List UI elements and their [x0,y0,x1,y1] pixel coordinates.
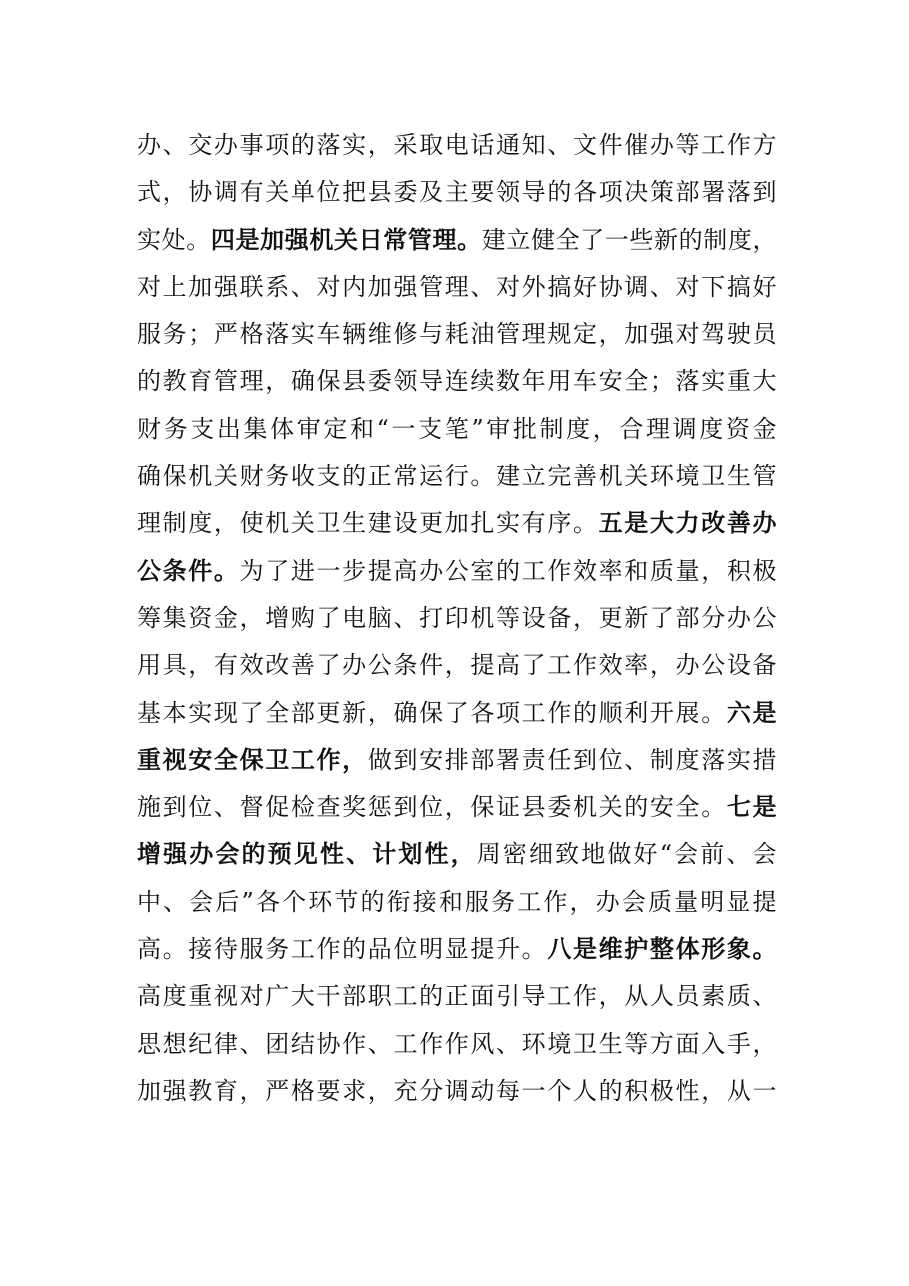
text-line [137,642,777,689]
text-line [137,879,777,926]
text-line [137,973,777,1020]
text-line [137,217,777,264]
text-run: 服务；严格落实车辆维修与耗油管理规定，加强对驾驶员 [137,320,777,349]
text-line [137,831,777,878]
text-line [137,784,777,831]
text-run: 做到安排部署责任到位、制度落实措 [367,745,777,774]
text-run: 基本实现了全部更新，确保了各项工作的顺利开展。 [137,698,727,727]
body-text [137,122,777,1115]
text-line [137,737,777,784]
text-line [137,548,777,595]
bold-heading-phrase: 重视安全保卫工作， [137,745,368,774]
text-line [137,406,777,453]
bold-heading-phrase: 增强办会的预见性、计划性， [137,840,477,869]
text-run: 对上加强联系、对内加强管理、对外搞好协调、对下搞好 [137,272,777,301]
text-line [137,690,777,737]
text-run: 高。接待服务工作的品位明显提升。 [137,935,548,964]
text-run: 办、交办事项的落实，采取电话通知、文件催办等工作方 [137,131,777,159]
text-run: 的教育管理，确保县委领导连续数年用车安全；落实重大 [137,367,777,396]
text-line [137,169,777,216]
bold-heading-phrase: 六是 [726,698,778,727]
text-line [137,926,777,973]
bold-heading-phrase: 七是 [726,793,778,822]
bold-heading-phrase: 五是大力改善办 [598,509,777,538]
text-line [137,122,777,169]
text-run: 筹集资金，增购了电脑、打印机等设备，更新了部分办公 [137,603,777,632]
text-run: 施到位、督促检查奖惩到位，保证县委机关的安全。 [137,793,727,822]
text-run: 实处。 [137,225,211,254]
text-run: 思想纪律、团结协作、工作作风、环境卫生等方面入手， [137,1029,777,1058]
text-line [137,595,777,642]
text-run: 建立健全了一些新的制度， [481,225,778,254]
text-run: 确保机关财务收支的正常运行。建立完善机关环境卫生管 [137,462,777,491]
text-run: 为了进一步提高办公室的工作效率和质量，积极 [239,556,778,585]
text-line [137,453,777,500]
bold-heading-phrase: 公条件。 [137,556,240,585]
text-run: 加强教育，严格要求，充分调动每一个人的积极性，从一 [137,1076,777,1105]
text-run: 中、会后”各个环节的衔接和服务工作，办会质量明显提 [137,887,777,916]
text-line [137,264,777,311]
text-line [137,358,777,405]
text-run: 高度重视对广大干部职工的正面引导工作，从人员素质、 [137,982,777,1011]
bold-heading-phrase: 八是维护整体形象。 [547,935,778,964]
text-line [137,500,777,547]
bold-heading-phrase: 四是加强机关日常管理。 [210,225,482,254]
text-run: 财务支出集体审定和“一支笔”审批制度，合理调度资金 [137,414,777,443]
text-run: 理制度，使机关卫生建设更加扎实有序。 [137,509,599,538]
text-line [137,1021,777,1068]
text-line [137,1068,777,1115]
text-run: 式，协调有关单位把县委及主要领导的各项决策部署落到 [137,178,777,207]
text-run: 用具，有效改善了办公条件，提高了工作效率，办公设备 [137,651,777,680]
text-run: 周密细致地做好“会前、会 [476,840,777,869]
text-line [137,311,777,358]
